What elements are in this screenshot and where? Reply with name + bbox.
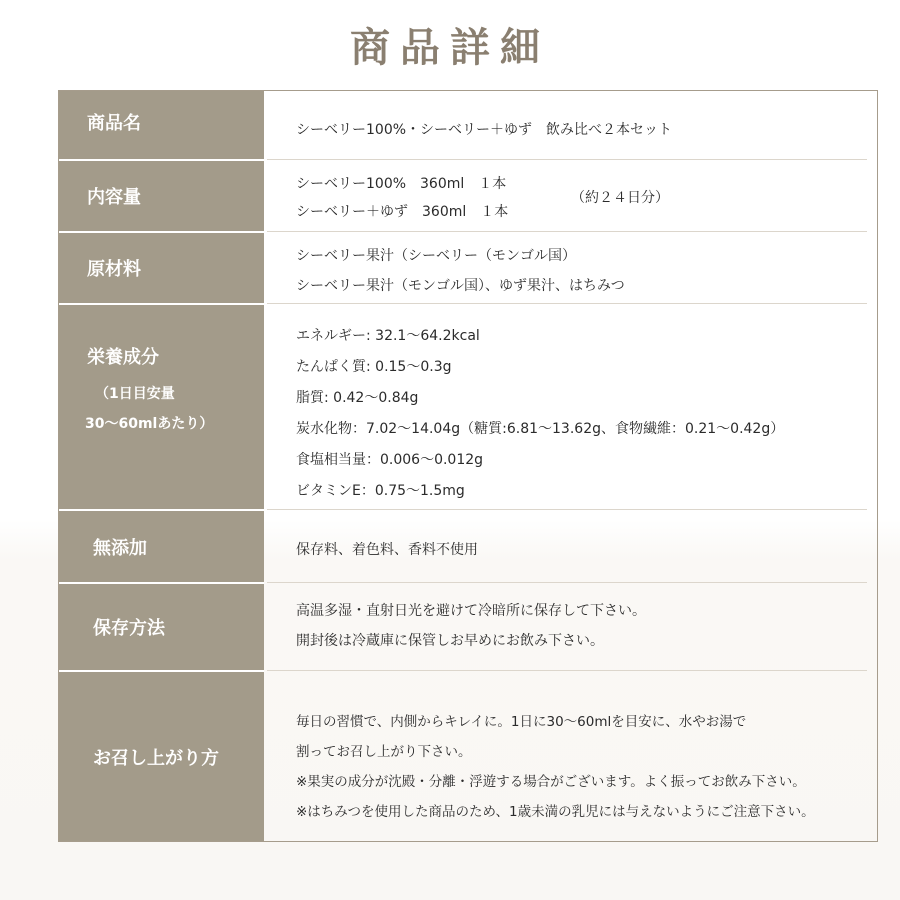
usage-line: 毎日の習慣で、内側からキレイに。1日に30～60mlを目安に、水やお湯で bbox=[296, 714, 747, 730]
usage-label: お召し上がり方 bbox=[93, 747, 219, 769]
page-title: 商品詳細 bbox=[350, 25, 550, 71]
ingredients-line-1: シーベリー果汁（シーベリー（モンゴル国） bbox=[296, 248, 576, 264]
nutrition-line: 炭水化物：7.02～14.04g（糖質:6.81～13.62g、食物繊維：0.21～0.42g） bbox=[296, 421, 785, 437]
row-product-name bbox=[59, 91, 877, 159]
usage-line: ※はちみつを使用した商品のため、1歳未満の乳児には与えないようにご注意下さい。 bbox=[296, 804, 815, 820]
nutrition-line: ビタミンE：0.75～1.5mg bbox=[296, 483, 465, 499]
separator bbox=[267, 509, 867, 510]
row-storage bbox=[59, 584, 877, 670]
product-name-label: 商品名 bbox=[87, 113, 141, 134]
additives-value-cell bbox=[296, 511, 867, 582]
usage-line: ※果実の成分が沈殿・分離・浮遊する場合がございます。よく振ってお飲み下さい。 bbox=[296, 774, 806, 790]
nutrition-line: エネルギー: 32.1～64.2kcal bbox=[296, 328, 480, 344]
ingredients-label: 原材料 bbox=[87, 259, 141, 280]
nutrition-sub-1: （1日目安量 bbox=[95, 386, 175, 402]
row-usage bbox=[59, 672, 877, 841]
nutrition-label-cell bbox=[59, 305, 264, 509]
content-label: 内容量 bbox=[87, 187, 141, 208]
storage-line-1: 高温多湿・直射日光を避けて冷暗所に保存して下さい。 bbox=[296, 603, 646, 619]
content-note: （約２４日分） bbox=[571, 190, 669, 206]
nutrition-label: 栄養成分 bbox=[87, 347, 159, 368]
product-detail-table bbox=[58, 90, 878, 842]
additives-value: 保存料、着色料、香料不使用 bbox=[296, 542, 478, 558]
separator bbox=[267, 159, 867, 160]
storage-label: 保存方法 bbox=[93, 618, 165, 639]
ingredients-line-2: シーベリー果汁（モンゴル国）、ゆず果汁、はちみつ bbox=[296, 278, 625, 294]
row-additives bbox=[59, 511, 877, 582]
usage-value-cell bbox=[296, 672, 867, 841]
nutrition-line: たんぱく質: 0.15～0.3g bbox=[296, 359, 452, 375]
storage-value-cell bbox=[296, 584, 867, 670]
additives-label: 無添加 bbox=[93, 537, 147, 559]
content-line-1: シーベリー100% 360ml １本 bbox=[296, 176, 507, 192]
content-line-2: シーベリー＋ゆず 360ml １本 bbox=[296, 204, 509, 220]
separator bbox=[267, 582, 867, 583]
nutrition-line: 食塩相当量：0.006～0.012g bbox=[296, 452, 484, 468]
storage-line-2: 開封後は冷蔵庫に保管しお早めにお飲み下さい。 bbox=[296, 633, 604, 649]
product-name-value-cell bbox=[296, 91, 867, 159]
content-value-cell bbox=[296, 161, 867, 231]
separator bbox=[267, 670, 867, 671]
separator bbox=[267, 303, 867, 304]
ingredients-value-cell bbox=[296, 233, 867, 303]
nutrition-value-cell bbox=[296, 305, 867, 509]
nutrition-line: 脂質: 0.42～0.84g bbox=[296, 390, 419, 406]
row-ingredients bbox=[59, 233, 877, 303]
usage-line: 割ってお召し上がり下さい。 bbox=[296, 744, 472, 760]
separator bbox=[267, 231, 867, 232]
product-name-value: シーベリー100%・シーベリー＋ゆず 飲み比べ２本セット bbox=[296, 122, 673, 138]
row-nutrition bbox=[59, 305, 877, 509]
nutrition-sub-2: 30～60mlあたり） bbox=[85, 416, 214, 432]
row-content bbox=[59, 161, 877, 231]
